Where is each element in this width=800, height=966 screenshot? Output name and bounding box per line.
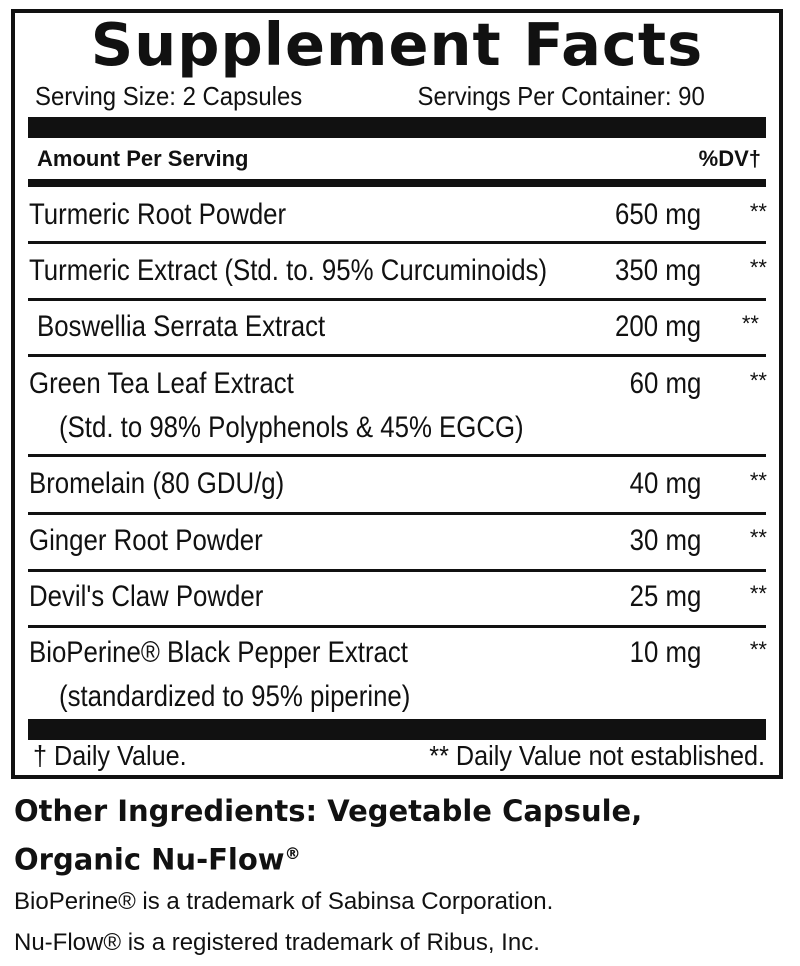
ingredient-name: Devil's Claw Powder [29, 580, 264, 613]
other-ingredients-line2 [14, 836, 786, 878]
ingredient-dv: ** [749, 468, 767, 493]
ingredient-dv: ** [741, 311, 759, 336]
dv-header: %DV† [698, 146, 761, 171]
row-divider [28, 625, 766, 628]
thick-divider-top [28, 117, 766, 138]
ingredient-amount: 10 mg [629, 636, 701, 669]
ingredient-name: BioPerine® Black Pepper Extract [29, 636, 408, 669]
ingredient-amount: 25 mg [629, 580, 701, 613]
ingredient-name: Turmeric Root Powder [29, 198, 287, 231]
ingredient-subtext: (standardized to 95% piperine) [59, 680, 411, 713]
ingredient-name: Ginger Root Powder [29, 524, 263, 557]
ingredient-subtext: (Std. to 98% Polyphenols & 45% EGCG) [59, 411, 524, 444]
ingredient-name: Green Tea Leaf Extract [29, 367, 294, 400]
serving-size: Serving Size: 2 Capsules [35, 81, 303, 111]
other-ingredients-line2-text: Organic Nu-Flow [14, 842, 285, 877]
amount-per-serving-header: Amount Per Serving [37, 146, 249, 171]
ingredient-dv: ** [749, 368, 767, 393]
row-divider [28, 298, 766, 301]
ingredient-amount: 40 mg [629, 467, 701, 500]
ingredient-amount: 30 mg [629, 524, 701, 557]
ingredient-dv: ** [749, 255, 767, 280]
ingredient-dv: ** [749, 637, 767, 662]
ingredient-name: Turmeric Extract (Std. to. 95% Curcuminoids) [29, 254, 548, 287]
row-divider [28, 241, 766, 244]
footnotes [33, 740, 765, 772]
ingredient-name: Bromelain (80 GDU/g) [29, 467, 285, 500]
not-established-footnote: ** Daily Value not established. [429, 740, 765, 771]
supplement-facts-panel [11, 9, 783, 779]
panel-title: Supplement Facts [90, 10, 704, 79]
trademark-nuflow: Nu-Flow® is a registered trademark of Ribus, Inc. [14, 929, 540, 956]
row-divider [28, 454, 766, 457]
row-divider [28, 512, 766, 515]
ingredient-amount: 350 mg [614, 254, 701, 287]
medium-divider [28, 179, 766, 187]
registered-mark: ® [284, 844, 301, 863]
ingredient-amount: 650 mg [614, 198, 701, 231]
ingredient-dv: ** [749, 581, 767, 606]
trademark-bioperine: BioPerine® is a trademark of Sabinsa Corporation. [14, 888, 554, 915]
row-divider [28, 569, 766, 572]
ingredient-name: Boswellia Serrata Extract [37, 310, 326, 343]
serving-info [35, 81, 705, 111]
ingredient-dv: ** [749, 199, 767, 224]
thick-divider-bottom [28, 719, 766, 740]
daily-value-footnote: † Daily Value. [33, 740, 187, 771]
other-ingredients-line1: Other Ingredients: Vegetable Capsule, [14, 794, 643, 828]
servings-per-container: Servings Per Container: 90 [417, 81, 705, 111]
ingredient-amount: 60 mg [629, 367, 701, 400]
row-divider [28, 354, 766, 357]
ingredient-dv: ** [749, 525, 767, 550]
ingredient-amount: 200 mg [614, 310, 701, 343]
